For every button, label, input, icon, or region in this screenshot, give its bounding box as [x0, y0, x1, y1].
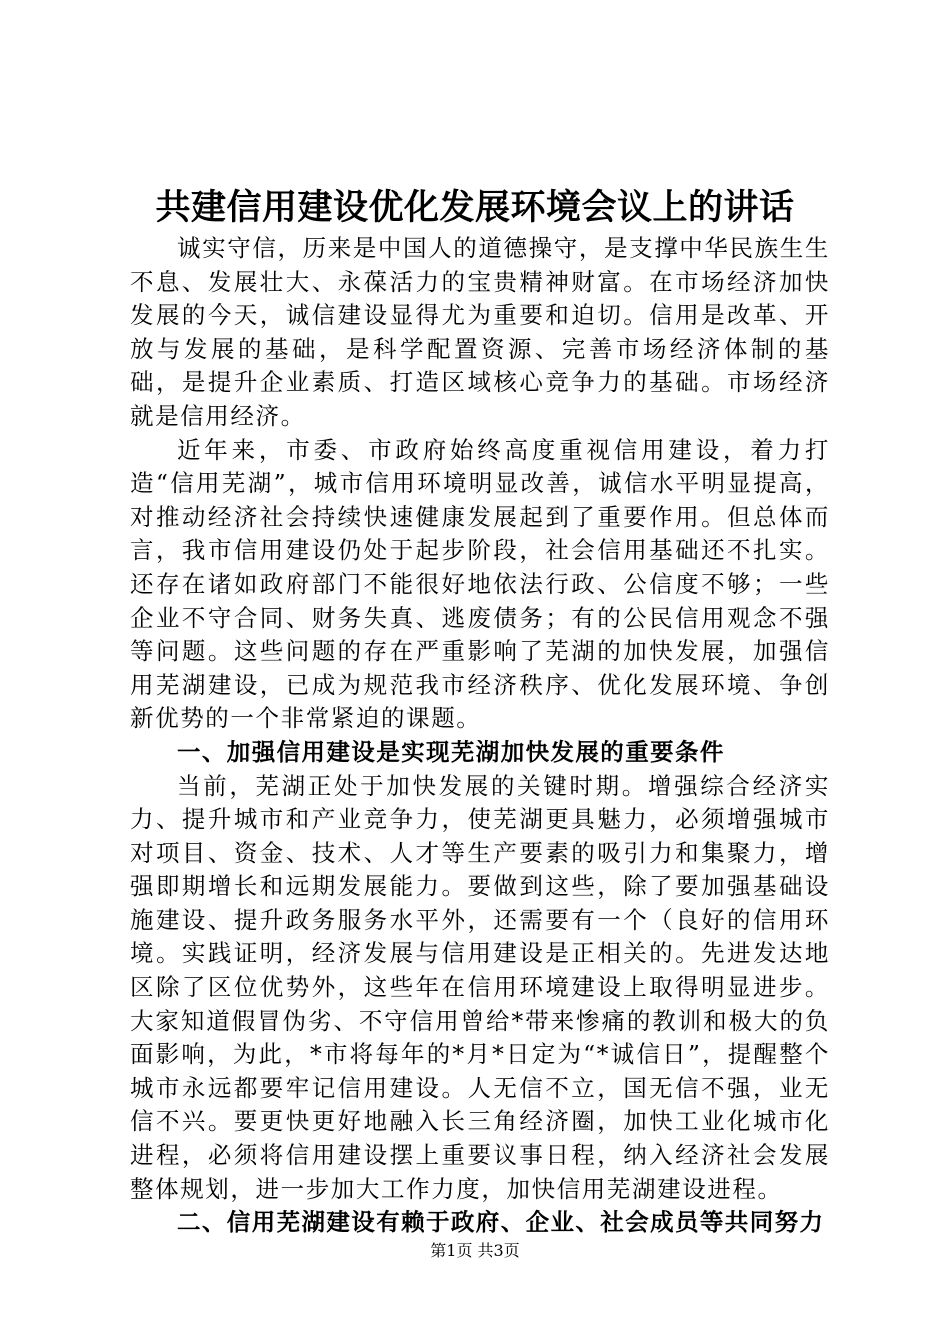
paragraph-intro: 诚实守信，历来是中国人的道德操守，是支撑中华民族生生不息、发展壮大、永葆活力的宝贵精神财富。在市场经济加快发展的今天，诚信建设显得尤为重要和迫切。信用是改革、开放与发展的基础，是科学配置资源、完善市场经济体制的基础，是提升企业素质、打造区域核心竞争力的基础。市场经济就是信用经济。	[130, 234, 830, 430]
section-1-paragraph: 当前，芜湖正处于加快发展的关键时期。增强综合经济实力、提升城市和产业竞争力，使芜湖更具魅力，必须增强城市对项目、资金、技术、人才等生产要素的吸引力和集聚力，增强即期增长和远期发展能力。要做到这些，除了要加强基础设施建设、提升政务服务水平外，还需要有一个（良好的信用环境。实践证明，经济发展与信用建设是正相关的。先进发达地区除了区位优势外，这些年在信用环境建设上取得明显进步。大家知道假冒伪劣、不守信用曾给*带来惨痛的教训和极大的负面影响，为此，*市将每年的*月*日定为“*诚信日”，提醒整个城市永远都要牢记信用建设。人无信不立，国无信不强，业无信不兴。要更快更好地融入长三角经济圈，加快工业化城市化进程，必须将信用建设摆上重要议事日程，纳入经济社会发展整体规划，进一步加大工作力度，加快信用芜湖建设进程。	[130, 771, 830, 1203]
document-title: 共建信用建设优化发展环境会议上的讲话	[155, 188, 795, 228]
paragraph-background: 近年来，市委、市政府始终高度重视信用建设，着力打造“信用芜湖”，城市信用环境明显改善，诚信水平明显提高，对推动经济社会持续快速健康发展起到了重要作用。但总体而言，我市信用建设仍处于起步阶段，社会信用基础还不扎实。还存在诸如政府部门不能很好地依法行政、公信度不够；一些企业不守合同、财务失真、逃废债务；有的公民信用观念不强等问题。这些问题的存在严重影响了芜湖的加快发展，加强信用芜湖建设，已成为规范我市经济秩序、优化发展环境、争创新优势的一个非常紧迫的课题。	[130, 435, 830, 733]
document-body	[130, 232, 830, 1240]
section-heading-2: 二、信用芜湖建设有赖于政府、企业、社会成员等共同努力	[177, 1208, 825, 1237]
page-footer: 第1页 共3页	[430, 1241, 520, 1260]
section-heading-1: 一、加强信用建设是实现芜湖加快发展的重要条件	[177, 737, 725, 766]
